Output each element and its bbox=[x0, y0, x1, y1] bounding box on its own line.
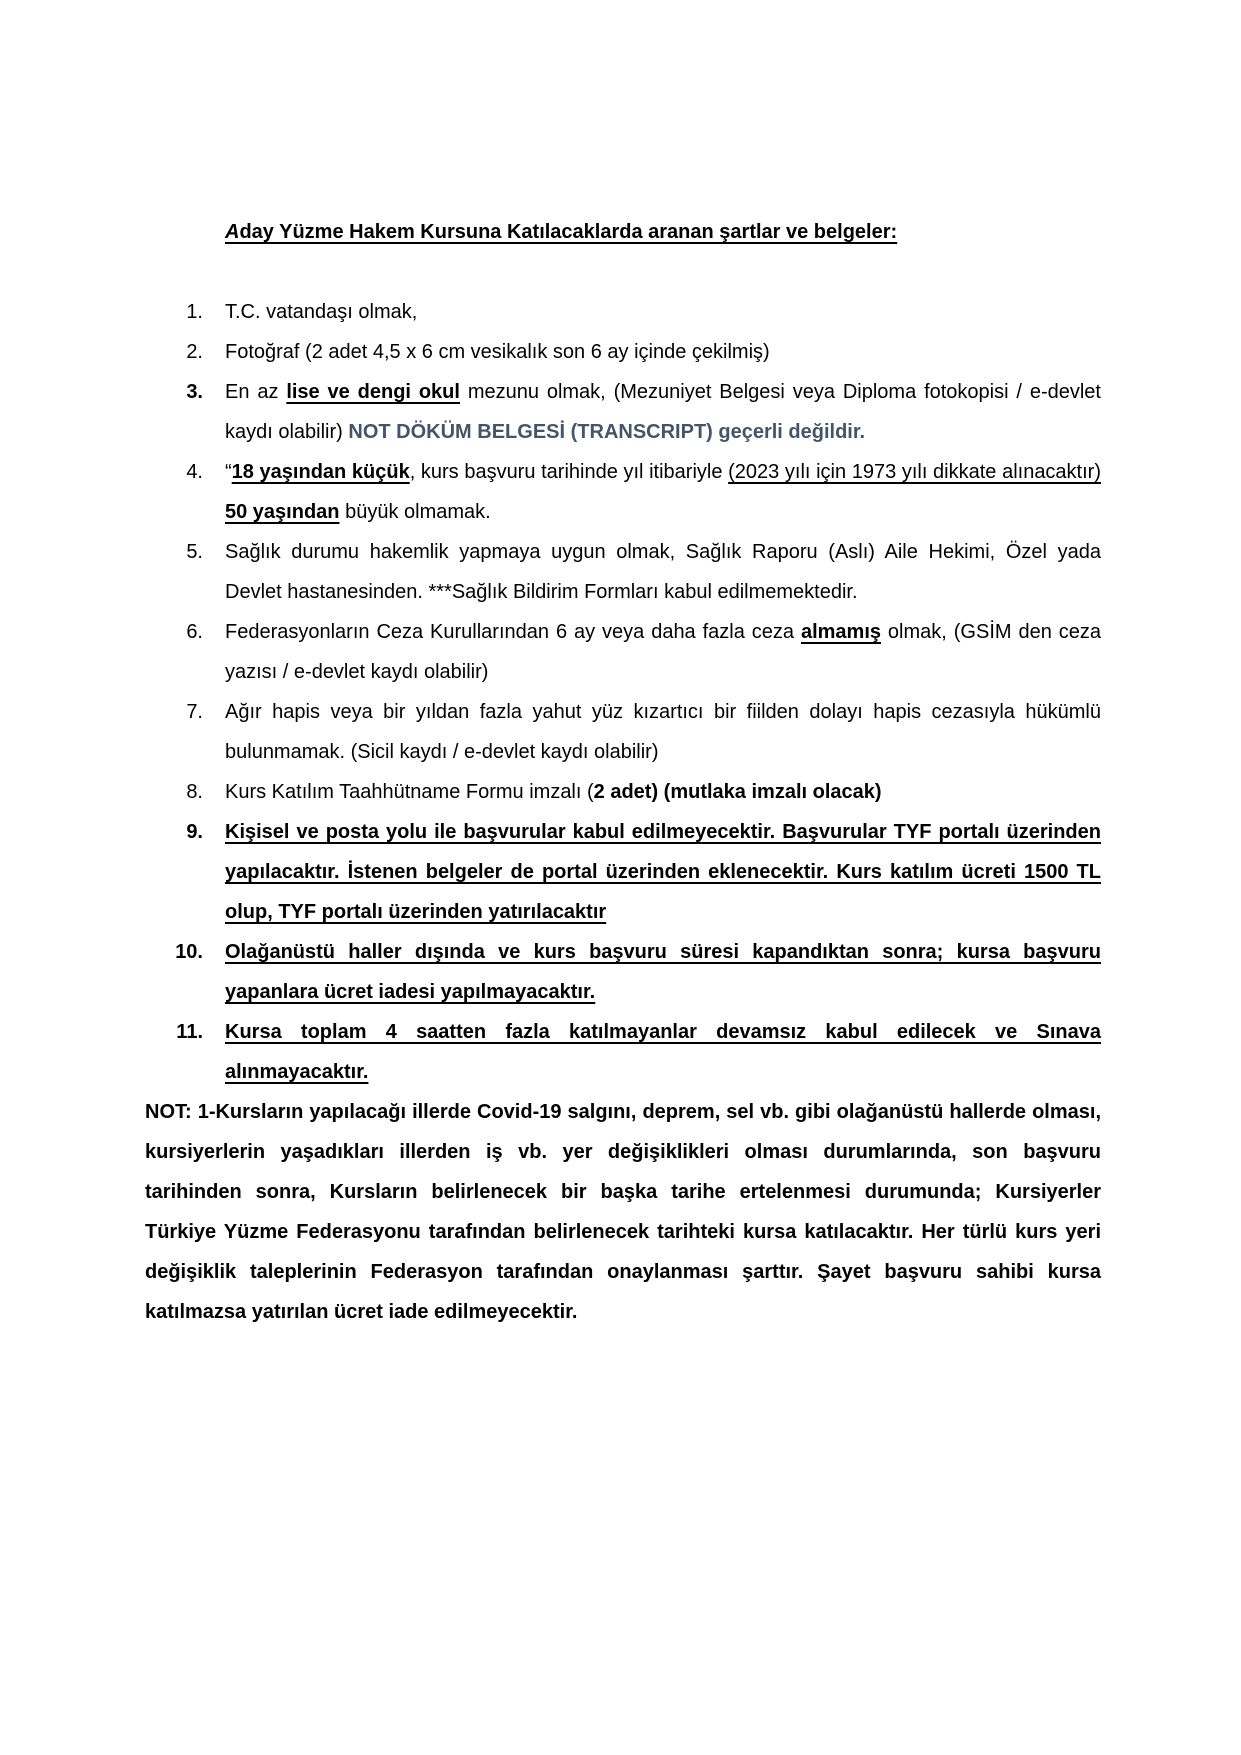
document-content bbox=[145, 212, 1101, 1332]
item-text-segment: (2023 yılı için 1973 yılı dikkate alınacaktır) bbox=[728, 461, 1101, 483]
item-text-segment-accent: NOT DÖKÜM BELGESİ (TRANSCRIPT) geçerli değildir. bbox=[348, 421, 866, 443]
list-item-10 bbox=[145, 932, 1101, 1012]
item-number: 10. bbox=[175, 941, 203, 963]
item-text-segment: büyük olmamak. bbox=[339, 501, 491, 523]
item-text-segment: Kursa toplam 4 saatten fazla katılmayanlar devamsız kabul edilecek ve Sınava alınmayacaktır. bbox=[225, 1021, 1101, 1083]
list-item-7 bbox=[145, 692, 1101, 772]
item-text-segment: T.C. vatandaşı olmak, bbox=[225, 301, 418, 323]
list-item-3 bbox=[145, 372, 1101, 452]
item-text-segment: 50 yaşından bbox=[225, 501, 340, 523]
item-text-segment: lise ve dengi okul bbox=[286, 381, 460, 403]
item-text-segment: Kişisel ve posta yolu ile başvurular kabul edilmeyecektir. Başvurular TYF portalı üzerinden yapılacaktır. İstenen belgeler de portal üzerinden eklenecektir. Kurs katılım ücreti 1500 TL olup, TYF portalı üzerinden yatırılacaktır bbox=[225, 821, 1101, 923]
list-item-11 bbox=[145, 1012, 1101, 1092]
item-text-segment: almamış bbox=[800, 621, 882, 643]
item-number: 6. bbox=[186, 621, 203, 643]
item-text-segment: Sağlık durumu hakemlik yapmaya uygun olmak, Sağlık Raporu (Aslı) Aile Hekimi, Özel yada Devlet hastanesinden. ***Sağlık Bildirim Formları kabul edilmemektedir. bbox=[225, 541, 1101, 603]
item-text-segment: , kurs başvuru tarihinde yıl itibariyle bbox=[409, 461, 729, 483]
item-text-segment: Fotoğraf (2 adet 4,5 x 6 cm vesikalık son 6 ay içinde çekilmiş) bbox=[225, 341, 770, 363]
title-text: day Yüzme Hakem Kursuna Katılacaklarda aranan şartlar ve belgeler: bbox=[239, 221, 898, 243]
list-item-8 bbox=[145, 772, 1101, 812]
requirements-list bbox=[145, 292, 1101, 1092]
item-text-segment: 2 adet) (mutlaka imzalı olacak) bbox=[593, 781, 882, 803]
list-item-4 bbox=[145, 452, 1101, 532]
item-text-segment: “ bbox=[225, 461, 232, 483]
item-number: 8. bbox=[186, 781, 203, 803]
document-title bbox=[225, 212, 1101, 252]
item-number: 5. bbox=[186, 541, 203, 563]
item-text-segment: Olağanüstü haller dışında ve kurs başvuru süresi kapandıktan sonra; kursa başvuru yapanlara ücret iadesi yapılmayacaktır. bbox=[225, 941, 1101, 1003]
item-number: 3. bbox=[186, 381, 203, 403]
item-number: 2. bbox=[186, 341, 203, 363]
item-text-segment: olmak, (GSİM den ceza yazısı / e-devlet kaydı olabilir) bbox=[225, 621, 1101, 683]
item-text-segment: Federasyonların Ceza Kurullarından 6 ay veya daha fazla ceza bbox=[225, 621, 801, 643]
item-text-segment: En az bbox=[225, 381, 287, 403]
note-paragraph: NOT: 1-Kursların yapılacağı illerde Covid-19 salgını, deprem, sel vb. gibi olağanüstü hallerde olması, kursiyerlerin yaşadıkları illerden iş vb. yer değişiklikleri olması durumlarında, son başvuru tarihinden sonra, Kursların belirlenecek bir başka tarihe ertelenmesi durumunda; Kursiyerler Türkiye Yüzme Federasyonu tarafından belirlenecek tarihteki kursa katılacaktır. Her türlü kurs yeri değişiklik taleplerinin Federasyon tarafından onaylanması şarttır. Şayet başvuru sahibi kursa katılmazsa yatırılan ücret iade edilmeyecektir. bbox=[145, 1101, 1101, 1323]
item-text-segment: mezunu olmak, (Mezuniyet Belgesi veya Diploma fotokopisi / e-devlet kaydı olabilir) bbox=[225, 381, 1101, 443]
item-number: 1. bbox=[186, 301, 203, 323]
item-number: 4. bbox=[186, 461, 203, 483]
list-item-1 bbox=[145, 292, 1101, 332]
list-item-2 bbox=[145, 332, 1101, 372]
list-item-6 bbox=[145, 612, 1101, 692]
item-number: 9. bbox=[186, 821, 203, 843]
item-number: 7. bbox=[186, 701, 203, 723]
title-italic-lead: A bbox=[225, 221, 240, 243]
item-number: 11. bbox=[176, 1021, 203, 1043]
item-text-segment: Kurs Katılım Taahhütname Formu imzalı ( bbox=[225, 781, 594, 803]
list-item-9 bbox=[145, 812, 1101, 932]
list-item-5 bbox=[145, 532, 1101, 612]
item-text-segment: 18 yaşından küçük bbox=[231, 461, 410, 483]
item-text-segment: Ağır hapis veya bir yıldan fazla yahut yüz kızartıcı bir fiilden dolayı hapis cezasıyla hükümlü bulunmamak. (Sicil kaydı / e-devlet kaydı olabilir) bbox=[225, 701, 1101, 763]
